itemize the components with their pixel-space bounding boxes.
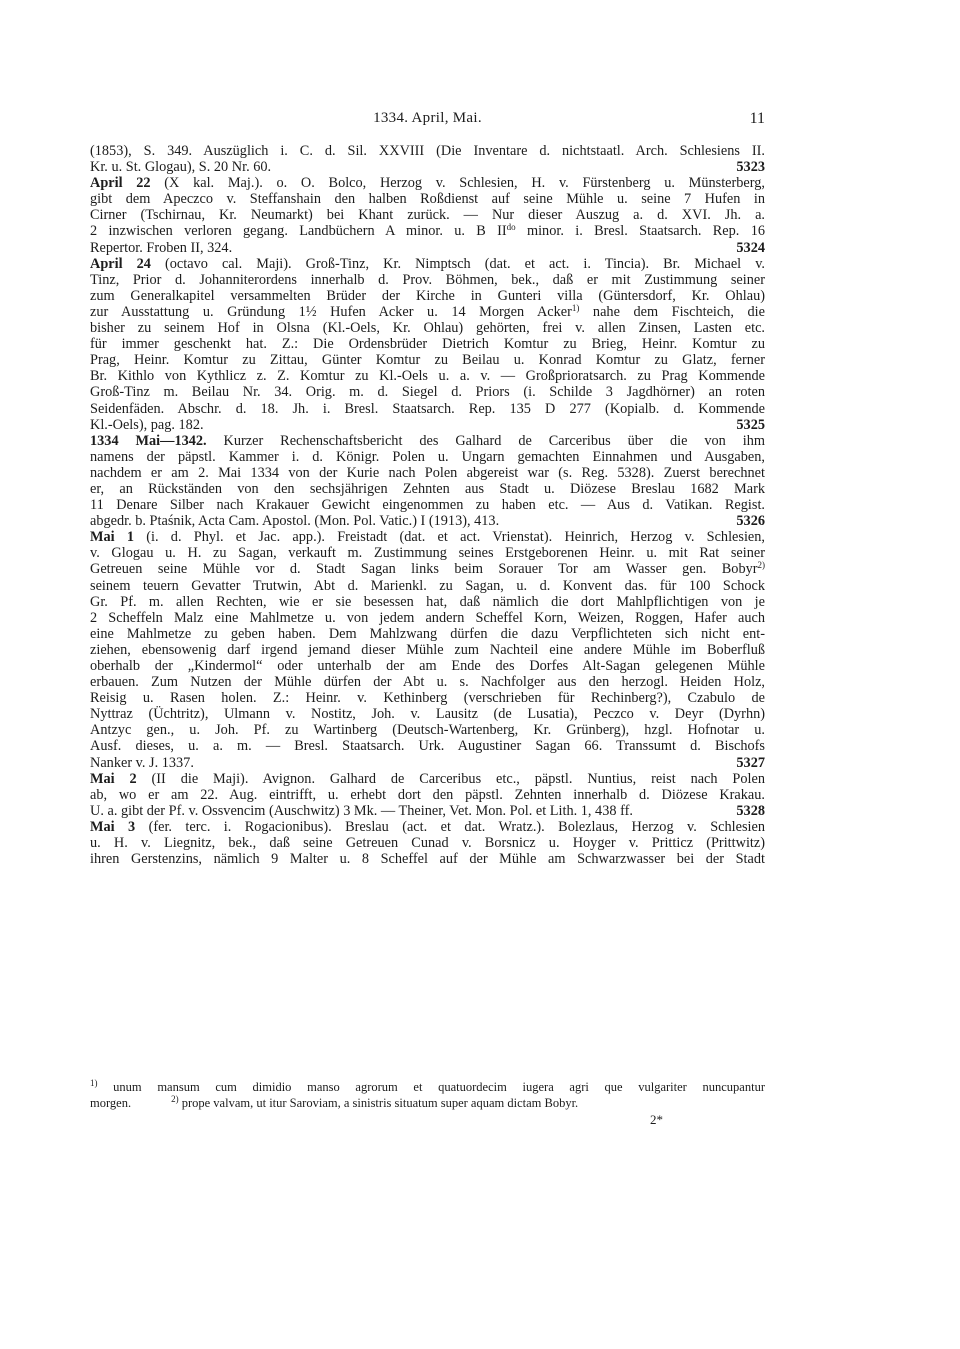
text-line — [90, 288, 765, 304]
footnote-mark: 2) — [171, 1094, 179, 1105]
line-text: Getreuen seine Mühle vor d. Stadt Sagan links beim Sorauer Tor am Wasser gen. Bobyr — [90, 561, 758, 578]
line-text: nachdem er am 2. Mai 1334 von der Kurie nach Polen abgereist war (s. Reg. 5328). Zuerst berechnet — [90, 464, 765, 481]
text-line — [90, 529, 765, 545]
text-line — [90, 851, 765, 867]
text-line — [90, 610, 765, 626]
line-text: Br. Kithlo von Kythlicz z. Z. Komtur zu Kl.-Oels u. a. v. — Großprioratsarch. zu Prag Kommende — [90, 368, 765, 385]
line-text: für immer geschenkt hat. Z.: Die Ordensbrüder Dietrich Komtur zu Brieg, Heinr. Komtur zu — [90, 336, 765, 353]
line-text: (II die Maji). Avignon. Galhard de Carceribus etc., päpstl. Nuntius, reist nach Polen — [136, 770, 766, 787]
text-line — [90, 223, 765, 239]
line-text: Prag, Heinr. Komtur zu Zittau, Günter Komtur zu Beilau u. Konrad Komtur zu Glatz, ferner — [90, 352, 765, 369]
text-line — [90, 771, 765, 787]
line-text: eine Mahlmetze zu geben haben. Dem Mahlzwang dürfen die dazu Verpflichteten sich nicht ent- — [90, 625, 765, 642]
line-text: Reisig u. Rasen holen. Z.: Heinr. v. Kethinberg (verschrieben für Rechinberg?), Czabulo de — [90, 690, 765, 707]
line-text: gibt dem Apeczco v. Steffanshain den halben Roßdienst auf seine Mühle u. seine 7 Hufen in — [90, 191, 765, 208]
line-text: bisher zu seinem Hof in Olsna (Kl.-Oels, Kr. Ohlau) gehörten, frei v. allen Zinsen, Lasten etc. — [90, 320, 765, 337]
line-text: Groß-Tinz m. Beilau Nr. 34. Orig. m. d. Siegel d. Priors (i. Schilde 3 Jagdhörner) an roten — [90, 384, 765, 401]
text-line — [90, 256, 765, 272]
text-line — [90, 449, 765, 465]
line-text: oberhalb der „Kindermol“ oder unterhalb der am Ende des Dorfes Alt-Sagan gelegenen Mühle — [90, 658, 765, 674]
footnotes — [90, 1079, 765, 1111]
text-line — [90, 803, 765, 819]
line-text: Kr. u. St. Glogau), S. 20 Nr. 60. — [90, 159, 272, 176]
text-line — [90, 578, 765, 594]
running-header — [90, 110, 765, 134]
line-text: Kurzer Rechenschaftsbericht des Galhard de Carceribus über die von ihm — [206, 432, 765, 449]
line-text: Repertor. Froben II, 324. — [90, 239, 233, 256]
line-text: zum Generalkapitel versammelten Brüder der Kirche in Gunteri villa (Güntersdorf, Kr. Ohlau) — [90, 287, 765, 304]
line-text: (fer. terc. i. Rogacionibus). Breslau (act. et dat. Wratz.). Bolezlaus, Herzog v. Schlesien — [135, 818, 765, 835]
regest-number: 5324 — [736, 239, 765, 256]
text-line — [90, 433, 765, 449]
main-text — [90, 143, 765, 867]
line-text: ziehen, ebensowenig darf irgend jemand dieser Mühle zum Nachteil eine andere Mühle im Boberfluß — [90, 641, 765, 658]
regest-number: 5326 — [736, 513, 765, 530]
line-text: Kl.-Oels), pag. 182. — [90, 416, 204, 433]
text-line — [90, 626, 765, 642]
entry-date: April 22 — [90, 175, 151, 192]
line-text: minor. i. Bresl. Staatsarch. Rep. 16 — [515, 223, 765, 240]
line-text: Ausf. dieses, u. a. m. — Bresl. Staatsarch. Urk. Augustiner Sagan 66. Transsumt d. Bischofs — [90, 738, 765, 755]
text-line — [90, 835, 765, 851]
line-text: namens der päpstl. Kammer i. d. Königr. Polen u. Ungarn gemachten Einnahmen und Ausgaben, — [90, 448, 765, 465]
regest-number: 5325 — [736, 416, 765, 433]
text-line — [90, 417, 765, 433]
footnote-1 — [90, 1079, 765, 1095]
line-text: 2 inzwischen verloren gegang. Landbüchern A minor. u. B II — [90, 223, 507, 240]
text-line — [90, 207, 765, 223]
entry-date: April 24 — [90, 255, 151, 272]
text-line — [90, 497, 765, 513]
line-text: ab, wo er am 22. Aug. eintrifft, u. erhebt dort den päpstl. Zehnten innerhalb d. Diözese Krakau. — [90, 786, 765, 803]
regest-number: 5327 — [736, 754, 765, 771]
line-text: 2 Scheffeln Malz eine Mahlmetze u. von jedem andern Scheffel Korn, Weizen, Roggen, Hafer auch — [90, 609, 765, 626]
text-line — [90, 175, 765, 191]
line-text: v. Glogau u. H. zu Sagan, verkauft m. Zustimmung seines Erstgeborenen Heinr. u. mit Rat seiner — [90, 545, 765, 562]
text-line — [90, 722, 765, 738]
line-text: Nanker v. J. 1337. — [90, 754, 194, 771]
superscript-mark: 1) — [571, 302, 580, 313]
line-text: erbauen. Zum Nutzen der Mühle dürfen der Abt u. s. Nachfolger aus den herzogl. Heiden Holz, — [90, 674, 765, 691]
line-text: zur Ausstattung u. Gründung 1½ Hufen Acker u. 14 Morgen Acker — [90, 303, 572, 320]
text-line — [90, 674, 765, 690]
line-text: Antzyc gen., u. Joh. Pf. zu Wartinberg (Deutsch-Wartenberg, Kr. Grünberg), hzgl. Hofnotar u. — [90, 722, 765, 739]
text-line — [90, 545, 765, 561]
line-text: (X kal. Maj.). o. O. Bolco, Herzog v. Schlesien, H. v. Fürstenberg u. Münsterberg, — [150, 175, 765, 192]
text-line — [90, 304, 765, 320]
text-line — [90, 368, 765, 384]
footnote-text: prope valvam, ut itur Saroviam, a sinistris situatum super aquam dictam Bobyr. — [178, 1096, 579, 1111]
superscript-mark: do — [506, 222, 516, 233]
text-line — [90, 706, 765, 722]
text-line — [90, 401, 765, 417]
text-line — [90, 336, 765, 352]
line-text: Nyttraz (Üchtritz), Ulmann v. Nostitz, Joh. v. Lausitz (de Lusatia), Peczco v. Deyr (Dyrhn) — [90, 706, 765, 723]
line-text: u. H. v. Liegnitz, bek., daß seine Getreuen Cunad v. Borsnicz u. Hoyger v. Pritticz (Prittwitz) — [90, 835, 765, 852]
text-line — [90, 191, 765, 207]
entry-date: Mai 3 — [90, 818, 136, 835]
line-text: (i. d. Phyl. et Jac. app.). Freistadt (dat. et act. Vrienstat). Heinrich, Herzog v. Schlesien, — [134, 529, 765, 546]
text-line — [90, 481, 765, 497]
footnote-2 — [90, 1095, 765, 1111]
text-line — [90, 658, 765, 674]
text-line — [90, 384, 765, 400]
page-number: 11 — [749, 110, 765, 127]
text-line — [90, 738, 765, 754]
regest-number: 5323 — [736, 159, 765, 176]
text-line — [90, 272, 765, 288]
superscript-mark: 2) — [757, 560, 765, 571]
regest-number: 5328 — [736, 802, 765, 819]
line-text: Gr. Pf. m. allen Rechten, wie er sie besessen hat, daß nämlich die dort Mahlpflichtigen von je — [90, 593, 765, 610]
footnote-text: unum mansum cum dimidio manso agrorum et quatuordecim iugera agri que vulgariter nuncupantur — [97, 1080, 765, 1094]
footnote-mark: 1) — [90, 1078, 98, 1088]
text-line — [90, 755, 765, 771]
text-line — [90, 465, 765, 481]
line-text: U. a. gibt der Pf. v. Ossvencim (Auschwitz) 3 Mk. — Theiner, Vet. Mon. Pol. et Lith. 1, 438 ff. — [90, 802, 633, 819]
text-line — [90, 159, 765, 175]
text-line — [90, 561, 765, 577]
text-line — [90, 819, 765, 835]
text-line — [90, 594, 765, 610]
text-line — [90, 320, 765, 336]
line-text: ihren Gerstenzins, nämlich 9 Malter u. 8 Scheffel auf der Mühle am Schwarzwasser bei der Stadt — [90, 851, 765, 868]
text-line — [90, 352, 765, 368]
line-text: seinem teuern Gevatter Trutwin, Abt d. Marienkl. zu Sagan, u. d. Konvent das. für 100 Schock — [90, 577, 765, 594]
line-text: abgedr. b. Ptaśnik, Acta Cam. Apostol. (Mon. Pol. Vatic.) I (1913), 413. — [90, 513, 500, 530]
text-line — [90, 240, 765, 256]
line-text: 11 Denare Silber nach Krakauer Gewicht eingenommen zu haben etc. — Aus d. Vatikan. Regist. — [90, 497, 765, 514]
footnote-text: morgen. — [90, 1096, 132, 1111]
entry-date: Mai 1 — [90, 529, 135, 546]
line-text: Seidenfäden. Abschr. d. 18. Jh. i. Bresl. Staatsarch. Rep. 135 D 277 (Kopialb. d. Kommende — [90, 400, 765, 417]
text-line — [90, 143, 765, 159]
text-line — [90, 642, 765, 658]
text-line — [90, 690, 765, 706]
entry-date: Mai 2 — [90, 770, 137, 787]
text-line — [90, 513, 765, 529]
entry-date: 1334 Mai—1342. — [90, 432, 207, 449]
line-text: (octavo cal. Maji). Groß-Tinz, Kr. Nimptsch (dat. et act. i. Tincia). Br. Michael v. — [150, 255, 766, 272]
header-title: 1334. April, Mai. — [373, 110, 482, 126]
line-text: Cirner (Tschirnau, Kr. Neumarkt) bei Khant zurück. — Nur dieser Auszug a. d. XVI. Jh. a. — [90, 207, 765, 224]
line-text: er, an Rückständen von den sechsjährigen Zehnten aus Stadt u. Diözese Breslau 1682 Mark — [90, 480, 765, 497]
signature-mark: 2* — [650, 1112, 663, 1127]
text-line — [90, 787, 765, 803]
line-text: Tinz, Prior d. Johanniterordens innerhalb d. Prov. Böhmen, bek., daß er mit Zustimmung seiner — [90, 271, 765, 288]
line-text: (1853), S. 349. Auszüglich i. C. d. Sil. XXVIII (Die Inventare d. nichtstaatl. Arch. Schlesiens II. — [90, 143, 765, 159]
line-text: nahe dem Fischteich, die — [579, 303, 765, 320]
